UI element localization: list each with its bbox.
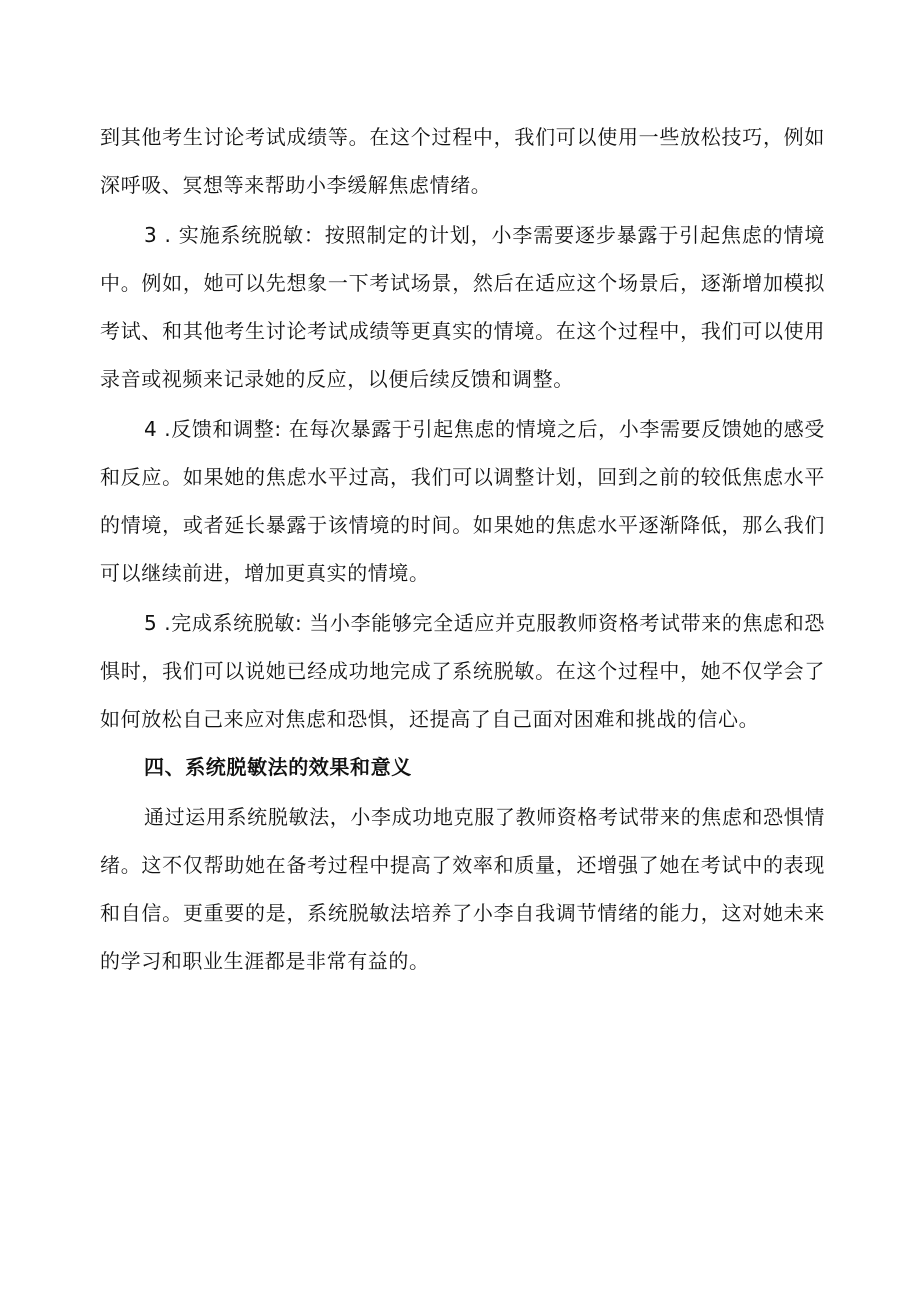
paragraph-continuation: 到其他考生讨论考试成绩等。在这个过程中，我们可以使用一些放松技巧，例如深呼吸、冥想等来帮助小李缓解焦虑情绪。 <box>100 125 825 197</box>
paragraph-step-5: 5 .完成系统脱敏: 当小李能够完全适应并克服教师资格考试带来的焦虑和恐惧时，我们可以说她已经成功地完成了系统脱敏。在这个过程中，她不仅学会了如何放松自己来应对焦虑和恐惧，还提高了自己面对困难和挑战的信心。 <box>100 611 825 731</box>
paragraph-step-3: 3 . 实施系统脱敏：按照制定的计划，小李需要逐步暴露于引起焦虑的情境中。例如，她可以先想象一下考试场景，然后在适应这个场景后，逐渐增加模拟考试、和其他考生讨论考试成绩等更真实的情境。在这个过程中，我们可以使用录音或视频来记录她的反应，以便后续反馈和调整。 <box>100 223 825 391</box>
section-heading: 四、系统脱敏法的效果和意义 <box>144 755 412 779</box>
paragraph-effect: 通过运用系统脱敏法，小李成功地克服了教师资格考试带来的焦虑和恐惧情绪。这不仅帮助她在备考过程中提高了效率和质量，还增强了她在考试中的表现和自信。更重要的是，系统脱敏法培养了小李自我调节情绪的能力，这对她未来的学习和职业生涯都是非常有益的。 <box>100 805 825 973</box>
paragraph-step-4: 4 .反馈和调整: 在每次暴露于引起焦虑的情境之后，小李需要反馈她的感受和反应。如果她的焦虑水平过高，我们可以调整计划，回到之前的较低焦虑水平的情境，或者延长暴露于该情境的时间。如果她的焦虑水平逐渐降低，那么我们可以继续前进，增加更真实的情境。 <box>100 417 825 585</box>
document-body <box>100 113 825 985</box>
